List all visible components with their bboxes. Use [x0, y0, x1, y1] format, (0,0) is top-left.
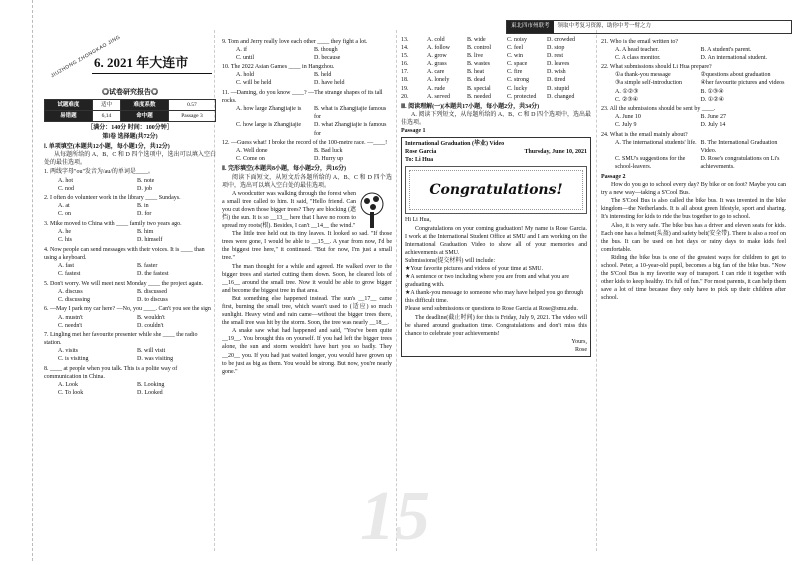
answer-option[interactable]: D. for: [137, 211, 152, 218]
answer-option[interactable]: C. until: [236, 54, 255, 61]
report-label: 难度系数: [121, 100, 169, 111]
question-stem: 24. What is the email mainly about?: [601, 132, 688, 139]
answer-option[interactable]: C. July 9: [615, 122, 637, 129]
option-list: [44, 202, 216, 218]
answer-option[interactable]: B. The International Graduation Video.: [700, 140, 778, 155]
question-number: 20.: [401, 93, 409, 100]
answer-option[interactable]: B. will visit: [137, 348, 166, 355]
answer-option[interactable]: D. himself: [137, 237, 163, 244]
answer-option[interactable]: D. to discuss: [137, 296, 168, 303]
answer-option[interactable]: B. control: [467, 45, 491, 52]
answer-option[interactable]: D. because: [314, 54, 341, 61]
answer-option[interactable]: D. what Zhangjiajie is famous for: [314, 122, 387, 137]
cloze-option-row: [401, 85, 591, 93]
question-item: [222, 89, 392, 138]
question-number: 19.: [401, 85, 409, 92]
question-stem: 4. Now people can send messages with their voices. It is ____ than using a keyboard.: [44, 246, 205, 261]
section-instructions: 从每题所给的 A、B、C 和 D 四个选项中，选出可以填入空白处的最佳选项。: [44, 151, 216, 166]
answer-option[interactable]: A. he: [58, 229, 71, 236]
answer-option[interactable]: A. how large Zhangjiajie is: [236, 106, 302, 113]
report-label: 试题难度: [45, 100, 93, 111]
header-label-1: 東北四市州联考: [507, 21, 554, 33]
answer-option[interactable]: C. will be held: [236, 80, 272, 87]
section-instructions: 阅读下面短文，从短文后各题所给的 A、B、C 和 D 四个选项中，选出可以填入空白处的最佳选项。: [222, 174, 392, 189]
email-greeting: Hi Li Hua,: [405, 217, 431, 224]
header-bar: [506, 20, 792, 34]
question-number: 15.: [401, 53, 409, 60]
option-list: [44, 177, 216, 193]
answer-option[interactable]: B. wide: [467, 37, 486, 43]
question-item: [601, 63, 786, 103]
exam-title: 6. 2021 年大连市: [94, 55, 189, 70]
section-title: Ⅰ. 单项填空(本题共12小题，每小题1分，共12分): [44, 143, 170, 150]
question-stem: 10. The 2022 Asian Games ____ in Hangzhou.: [222, 64, 335, 71]
answer-option[interactable]: D. Rose's congratulations on Li's achievements.: [700, 156, 780, 171]
answer-option[interactable]: C. protected: [507, 93, 537, 100]
question-number: 18.: [401, 77, 409, 84]
question-list: [601, 38, 786, 172]
answer-option[interactable]: D. couldn't: [137, 322, 164, 329]
section-instructions: A. 阅读下列短文，从每题所给的 A、B、C 和 D 四个选项中，选出最佳选项。: [401, 111, 591, 126]
answer-option[interactable]: C. fire: [507, 69, 523, 76]
email-card: [401, 137, 591, 357]
answer-option[interactable]: B. live: [467, 53, 483, 60]
question-stem: 23. All the submissions should be sent by ____.: [601, 106, 716, 113]
answer-option[interactable]: D. was visiting: [137, 356, 174, 363]
answer-option[interactable]: B. needed: [467, 93, 491, 100]
answer-option[interactable]: A. care: [427, 69, 445, 76]
answer-option[interactable]: D. crowded: [547, 37, 575, 43]
question-item: [44, 305, 216, 329]
option-list: [44, 314, 216, 330]
answer-option[interactable]: B. A student's parent.: [700, 46, 752, 53]
email-body: Congratulations on your coming graduation! My name is Rose Garcia. I work at the International Student Office at SMU and I am working on the International Graduation Video to show all of your memories and achievements at SMU.: [405, 225, 587, 256]
answer-option[interactable]: C. needn't: [58, 322, 83, 329]
answer-option[interactable]: C. fastest: [58, 271, 81, 278]
cloze-option-row: [401, 60, 591, 68]
option-list: [44, 381, 216, 397]
answer-option[interactable]: C. feel: [507, 45, 523, 52]
report-value: 0.57: [168, 100, 215, 111]
email-line: ★A thank-you message to someone who may have helped you go through this difficult time.: [405, 290, 584, 305]
answer-option[interactable]: B. Looking: [137, 382, 165, 389]
email-heading: International Graduation (毕业) Video: [405, 141, 505, 148]
option-list: [44, 262, 216, 278]
header-label-2: 领取中考复习资源，助你中考一臂之力: [557, 23, 652, 30]
answer-option[interactable]: C. win: [507, 53, 524, 60]
answer-option[interactable]: D. rest: [547, 53, 563, 60]
question-stem: 22. What submissions should Li Hua prepare?: [601, 64, 712, 71]
answer-option[interactable]: A. mustn't: [58, 314, 83, 321]
answer-option[interactable]: D. the fastest: [137, 271, 169, 278]
answer-option[interactable]: ①a thank-you message: [615, 72, 671, 79]
option-list: [222, 147, 392, 163]
score-line: ［满分：140分 时间：100分钟］: [87, 125, 173, 132]
answer-option[interactable]: B. in: [137, 203, 149, 210]
cloze-option-row: [401, 44, 591, 52]
congratulations-banner: Congratulations!: [405, 166, 587, 214]
answer-option[interactable]: D. stop: [547, 45, 565, 52]
answer-option[interactable]: C. strong: [507, 77, 530, 84]
report-heading: ◎试卷研究报告◎: [102, 88, 158, 96]
option-list: [601, 139, 786, 171]
question-number: 16.: [401, 61, 409, 68]
question-stem: 9. Tom and Jerry really love each other ____ they fight a lot.: [222, 38, 368, 45]
question-list: [222, 38, 392, 164]
answer-option[interactable]: A. lonely: [427, 77, 450, 84]
question-item: [222, 38, 392, 62]
answer-option[interactable]: C. nod: [58, 185, 75, 192]
column-divider: [596, 30, 597, 551]
answer-option[interactable]: B. discussed: [137, 288, 167, 295]
answer-option[interactable]: D. changed: [547, 93, 575, 100]
question-list: [44, 168, 216, 397]
title-arc-text: JIUZHONG ZHONGKAO JING: [50, 34, 122, 80]
answer-option[interactable]: B. dead: [467, 77, 486, 84]
answer-option[interactable]: B. Bad luck: [314, 148, 343, 155]
passage-paragraph: A snake saw what had happened and said, "You've been quite __19__. You brought this on yourself. If you had left the bigger trees alone, the sun and storm wouldn't have hurt you so badly. They __20__ you. If you had just waited longer, you would have grown up to be just as big as them. You would be strong. But now, you're nearly gone.": [222, 328, 392, 375]
answer-option[interactable]: C. space: [507, 61, 528, 68]
email-signoff: Yours,: [571, 338, 587, 345]
email-line: Please send submissions or questions to Rose Garcia at Rose@smu.edu.: [405, 306, 579, 313]
answer-option[interactable]: B. though: [314, 46, 338, 53]
report-value: 适中: [92, 100, 120, 111]
answer-option[interactable]: A. grow: [427, 53, 447, 60]
question-item: [44, 280, 216, 304]
option-list: [601, 113, 786, 129]
column-4: [601, 36, 786, 553]
answer-option[interactable]: B. June 27: [700, 114, 726, 121]
answer-option[interactable]: A. cold: [427, 37, 445, 43]
answer-option[interactable]: C. discussing: [58, 296, 91, 303]
answer-option[interactable]: B. ①③④: [700, 88, 724, 95]
report-table: [44, 99, 216, 122]
answer-option[interactable]: B. wouldn't: [137, 314, 165, 321]
answer-option[interactable]: A. Look: [58, 382, 78, 389]
question-stem: 12. —Guess what! I broke the record of the 100-metre race. —____!: [222, 140, 388, 147]
email-line: The deadline(截止时间) for this is Friday, July 9, 2021. The video will be shared around graduation time. Congratulations and don't miss this chance to celebrate your achievements!: [405, 314, 587, 337]
answer-option[interactable]: A. if: [236, 46, 247, 53]
answer-option[interactable]: D. ①②④: [700, 96, 724, 103]
question-stem: 5. Don't worry. We will meet next Monday ____ the project again.: [44, 280, 204, 287]
question-item: [222, 139, 392, 163]
answer-option[interactable]: C. lucky: [507, 85, 528, 92]
report-label: 命中题: [121, 111, 169, 122]
question-item: [601, 38, 786, 62]
answer-option[interactable]: A. follow: [427, 45, 450, 52]
answer-option[interactable]: C. his: [58, 237, 73, 244]
option-list: [44, 288, 216, 304]
email-to: To: Li Hua: [405, 157, 434, 164]
question-item: [222, 63, 392, 87]
answer-option[interactable]: B. heat: [467, 69, 484, 76]
answer-option[interactable]: A. fast: [58, 262, 74, 269]
question-item: [44, 194, 216, 218]
answer-option[interactable]: C. Come on: [236, 156, 265, 163]
answer-option[interactable]: A. visits: [58, 348, 79, 355]
question-item: [601, 105, 786, 129]
answer-option[interactable]: D. An international student.: [700, 54, 767, 61]
option-list: [222, 71, 392, 87]
answer-option[interactable]: D. Hurry up: [314, 156, 344, 163]
option-list: [222, 105, 392, 137]
question-stem: 3. Mike moved to China with ____ family two years ago.: [44, 220, 182, 227]
answer-option[interactable]: C. is visiting: [58, 356, 89, 363]
cloze-option-row: [401, 76, 591, 84]
question-number: 14.: [401, 45, 409, 52]
question-stem: 6. —May I park my car here? —No, you ____. Can't you see the sign: [44, 306, 211, 313]
answer-option[interactable]: B. faster: [137, 262, 158, 269]
answer-option[interactable]: B. him: [137, 229, 154, 236]
answer-option[interactable]: D. wish: [547, 69, 566, 76]
answer-option[interactable]: A. Well done: [236, 148, 268, 155]
column-2: [222, 36, 392, 553]
passage-paragraph: Riding the bike bus is one of the greatest ways for children to get to school. Peter, a 10-year-old pupil, becomes a big fan of the bike bus. "Now the S'Cool Bus is my favorite way of transport. I can ride it together with other kids to keep healthy. It's full of fun." For most parents, it can help them save a lot of time because they only have to pick up their children after school.: [601, 254, 786, 302]
question-stem: 1. 两线字母"ou"发音为/au/的单词是____。: [44, 169, 154, 176]
option-list: [44, 228, 216, 244]
question-item: [44, 168, 216, 192]
passage-paragraph: But something else happened instead. The sun's __17__ came first, burning the small tree, which wasn't used to (适应) so much sunlight. Heavy wind and rain came—without the bigger trees there, the small tree was hit by the storm. Soon, the tree was nearly __18__.: [222, 295, 392, 327]
email-signature: Rose: [575, 346, 587, 353]
answer-option[interactable]: A. June 10: [615, 114, 641, 121]
answer-option[interactable]: D. job: [137, 185, 152, 192]
answer-option[interactable]: A. discuss: [58, 288, 83, 295]
option-list: [44, 347, 216, 363]
question-stem: 11. —Daming, do you know ____? —The strange shapes of its tall rocks.: [222, 90, 383, 105]
answer-option[interactable]: B. wastes: [467, 61, 490, 68]
answer-option[interactable]: ②questions about graduation: [700, 72, 771, 79]
option-list: [601, 71, 786, 103]
answer-option[interactable]: ④her favourite pictures and videos: [700, 80, 785, 87]
answer-option[interactable]: C. noisy: [507, 37, 528, 43]
exam-title-block: [44, 34, 216, 86]
passage-paragraph: How do you go to school every day? By bike or on foot? Maybe you can try a new way—taking a S'Cool Bus.: [601, 182, 786, 197]
section-title: Ⅱ. 完形填空(本题共8小题，每小题2分，共16分): [222, 166, 346, 173]
question-stem: 7. Lingling met her favourite presenter while she ____ the radio station.: [44, 332, 198, 347]
option-list: [222, 46, 392, 62]
answer-option[interactable]: A. hot: [58, 177, 73, 184]
answer-option[interactable]: A. hold: [236, 72, 254, 79]
answer-option[interactable]: C. SMU's suggestions for the school-leavers.: [615, 156, 686, 171]
cloze-option-row: [401, 52, 591, 60]
section-title: Ⅲ. 阅读理解(一)(本题共17小题，每小题2分，共34分): [401, 103, 540, 110]
cloze-option-row: [401, 68, 591, 76]
answer-option[interactable]: A. at: [58, 203, 70, 210]
question-number: 17.: [401, 69, 409, 76]
answer-option[interactable]: B. special: [467, 85, 491, 92]
tree-icon: [354, 190, 390, 230]
answer-option[interactable]: B. what is Zhangjiajie famous for: [314, 106, 387, 121]
answer-option[interactable]: A. The international students' life.: [615, 140, 697, 147]
answer-option[interactable]: A. rude: [427, 85, 445, 92]
email-from: Rose Garcia: [405, 149, 437, 156]
binding-gutter: [12, 0, 33, 561]
answer-option[interactable]: A. served: [427, 93, 450, 100]
answer-option[interactable]: B. note: [137, 177, 155, 184]
question-item: [44, 365, 216, 397]
answer-option[interactable]: D. tired: [547, 77, 566, 84]
answer-option[interactable]: C. ②③④: [615, 96, 639, 103]
passage-label: Passage 2: [601, 174, 626, 180]
answer-option[interactable]: A. grass: [427, 61, 447, 68]
answer-option[interactable]: D. July 14: [700, 122, 726, 129]
email-line: ★Your favorite pictures and videos of your time at SMU.: [405, 265, 544, 272]
answer-option[interactable]: C. how large is Zhangjiajie: [236, 122, 302, 129]
question-item: [44, 331, 216, 363]
question-stem: 21. Who is the email written to?: [601, 38, 679, 45]
email-line: ★A sentence or two including where you are from and what you are graduating with.: [405, 274, 569, 289]
answer-option[interactable]: D. Looked: [137, 390, 163, 397]
title-rule: [92, 73, 212, 74]
answer-option[interactable]: D. stupid: [547, 85, 570, 92]
page-watermark: 15: [360, 478, 430, 555]
report-value: Passage 3: [168, 111, 215, 122]
answer-option[interactable]: A. ①②③: [615, 88, 639, 95]
question-item: [44, 246, 216, 278]
question-item: [44, 220, 216, 244]
cloze-option-row: [401, 93, 591, 101]
question-stem: 2. I often do volunteer work in the library ____ Sundays.: [44, 195, 181, 202]
option-list: [601, 46, 786, 62]
answer-option[interactable]: D. leaves: [547, 61, 570, 68]
cloze-options: [401, 36, 591, 101]
report-label: 易错题: [45, 111, 93, 122]
email-line: Submissions(提交材料) will include:: [405, 257, 496, 264]
answer-option[interactable]: C. on: [58, 211, 72, 218]
question-stem: 8. ____ at people when you talk. This is a polite way of communication in China.: [44, 366, 178, 381]
question-number: 13.: [401, 37, 409, 43]
part-heading: 第Ⅰ卷 选择题(共72分): [102, 133, 158, 140]
passage-paragraph: A woodcutter was walking through the forest when a small tree called to him. It said, "Hello friend. Can you cut down those bigger trees? They are blocking (遮挡) the sun. It is so __13__ here that I have no room to spread my roots(根). Besides, I can't __14__ the wind.": [222, 190, 356, 230]
email-date: Thursday, June 10, 2021: [524, 149, 587, 156]
passage-paragraph: The man thought for a while and agreed. He walked over to the bigger trees and started cutting them down. Soon, he cleared lots of __16__ around the small tree. Now it would be able to grow bigger and become the biggest tree in that area.: [222, 263, 392, 294]
passage-paragraph: Also, it is very safe. The bike bus has a driver and eleven seats for kids. Each one has a helmet(头盔) and safety belt(安全带). There is also a roof on the bus. It can be used on hot days or rainy days to make kids feel comfortable.: [601, 222, 786, 253]
passage-paragraph: The little tree held out its tiny leaves. It looked so sad. "If those trees were gone, I would be able to __15__. A year from now, I'd be the biggest tree here," it continued. "But for now, I'm just a small tree.": [222, 231, 392, 262]
passage-label: Passage 1: [401, 128, 426, 135]
report-box: [44, 88, 216, 399]
cloze-option-row: [401, 36, 591, 44]
report-value: 6,14: [92, 111, 120, 122]
passage-paragraph: The S'Cool Bus is also called the bike bus. It was invented in the bike kingdom—the Netherlands. It is all about green lifestyle, sport and sharing. It's interesting for kids to ride the bus together to go to school.: [601, 198, 786, 221]
answer-option[interactable]: B. held: [314, 72, 332, 79]
answer-option[interactable]: ③a simple self-introduction: [615, 80, 683, 87]
answer-option[interactable]: C. A class monitor.: [615, 54, 661, 61]
answer-option[interactable]: D. have held: [314, 80, 345, 87]
answer-option[interactable]: C. To look: [58, 390, 84, 397]
answer-option[interactable]: A. A head teacher.: [615, 46, 659, 53]
question-item: [601, 131, 786, 171]
column-3: [401, 36, 591, 553]
